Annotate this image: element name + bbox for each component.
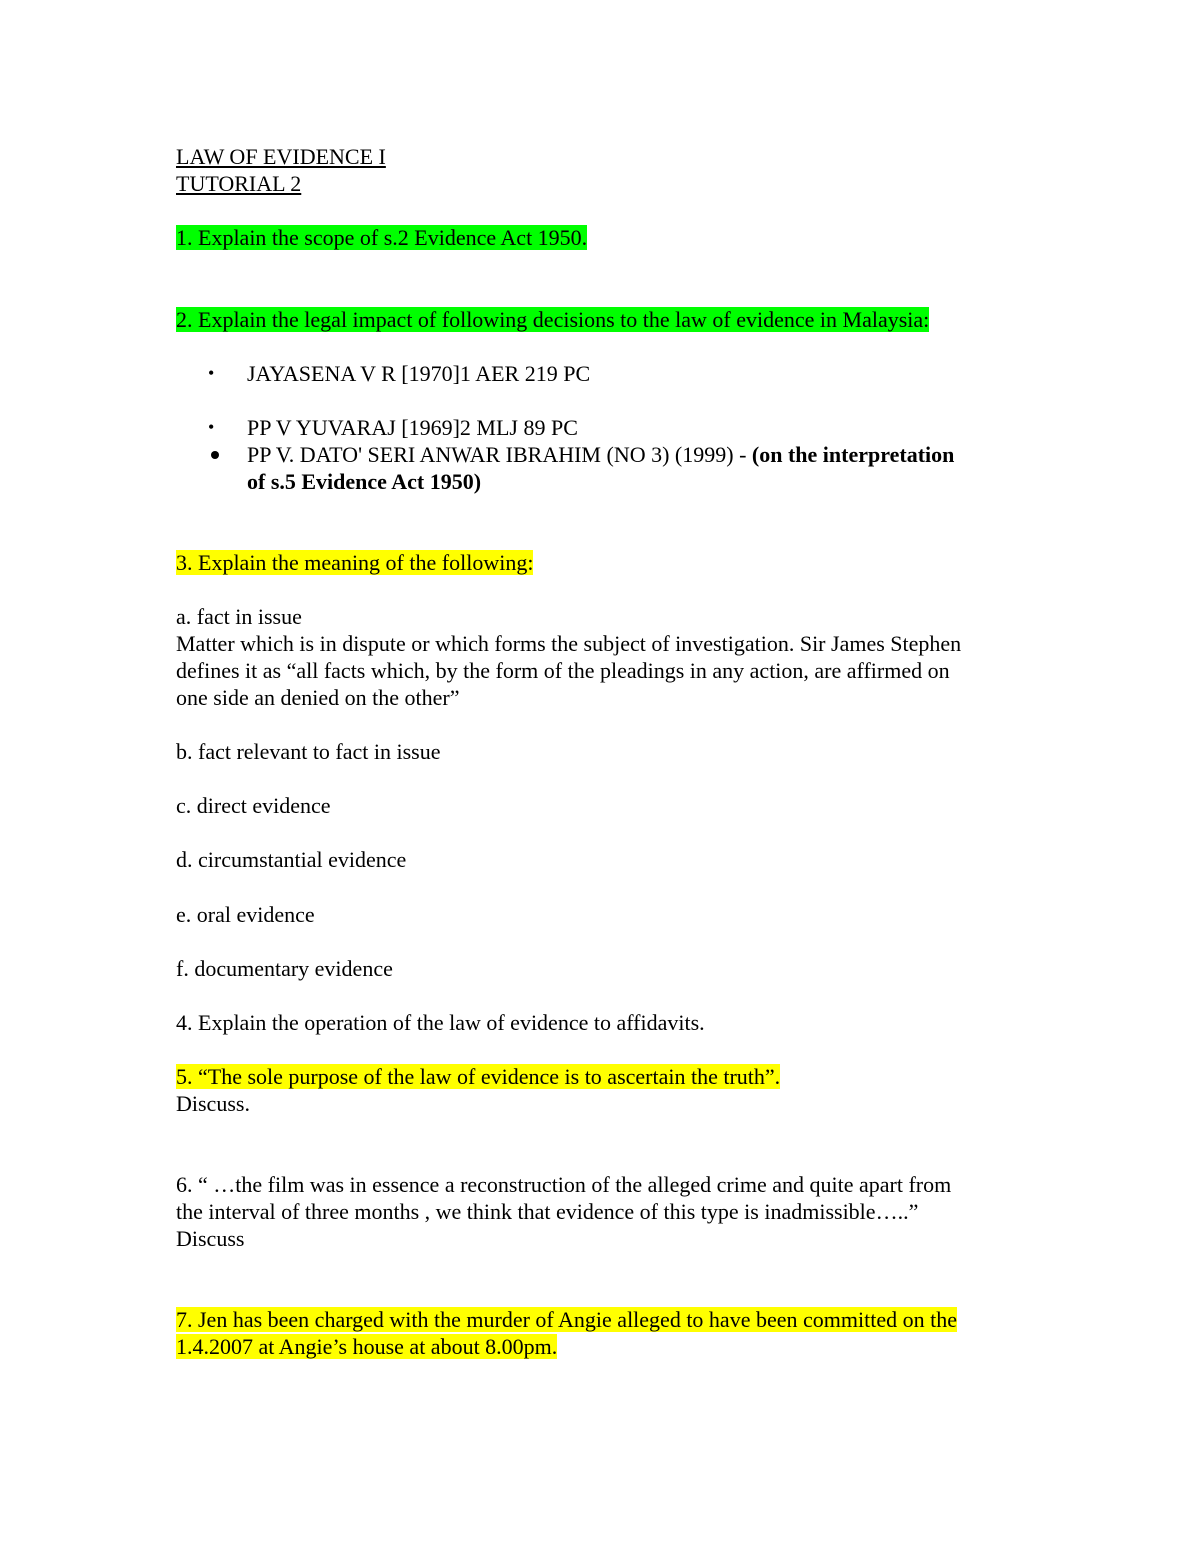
case-item-3-text: PP V. DATO' SERI ANWAR IBRAHIM (NO 3) (1999) - xyxy=(247,442,752,467)
question-6-instruction: Discuss xyxy=(176,1226,245,1251)
question-5-text: 5. “The sole purpose of the law of evidence is to ascertain the truth”. xyxy=(176,1064,781,1089)
term-f-label: f. documentary evidence xyxy=(176,956,393,981)
case-item-3 xyxy=(247,441,954,468)
case-item-3-note: (on the interpretation xyxy=(751,442,955,467)
term-a-definition-line-1: Matter which is in dispute or which forms the subject of investigation. Sir James Stephen xyxy=(176,631,962,656)
term-e-label: e. oral evidence xyxy=(176,902,315,927)
case-item-2: PP V YUVARAJ [1969]2 MLJ 89 PC xyxy=(247,415,578,440)
question-4: 4. Explain the operation of the law of evidence to affidavits. xyxy=(176,1010,705,1035)
question-5-instruction: Discuss. xyxy=(176,1091,250,1116)
question-2-text: 2. Explain the legal impact of following decisions to the law of evidence in Malaysia: xyxy=(176,307,930,332)
question-5 xyxy=(176,1063,780,1090)
question-7-line-2 xyxy=(176,1333,557,1360)
question-7-line-1 xyxy=(176,1306,957,1333)
bullet-icon xyxy=(211,451,219,459)
term-d-label: d. circumstantial evidence xyxy=(176,847,407,872)
term-b-label: b. fact relevant to fact in issue xyxy=(176,739,441,764)
term-a-definition-line-3: one side an denied on the other” xyxy=(176,685,460,710)
document-title: LAW OF EVIDENCE I xyxy=(176,144,386,169)
question-3 xyxy=(176,549,533,576)
question-7-text-2: 1.4.2007 at Angie’s house at about 8.00pm. xyxy=(176,1334,558,1359)
question-1-text: 1. Explain the scope of s.2 Evidence Act 1950. xyxy=(176,225,588,250)
question-6-line-1: 6. “ …the film was in essence a reconstruction of the alleged crime and quite apart from xyxy=(176,1172,952,1197)
case-item-1: JAYASENA V R [1970]1 AER 219 PC xyxy=(247,361,591,386)
question-6-line-2: the interval of three months , we think that evidence of this type is inadmissible…..” xyxy=(176,1199,919,1224)
bullet-icon: • xyxy=(208,363,215,383)
term-a-definition-line-2: defines it as “all facts which, by the form of the pleadings in any action, are affirmed on xyxy=(176,658,950,683)
document-subtitle: TUTORIAL 2 xyxy=(176,171,302,196)
question-1 xyxy=(176,224,587,251)
question-7-text-1: 7. Jen has been charged with the murder of Angie alleged to have been committed on the xyxy=(176,1307,957,1332)
question-2 xyxy=(176,306,929,333)
term-a-label: a. fact in issue xyxy=(176,604,302,629)
case-item-3-note-continued: of s.5 Evidence Act 1950) xyxy=(247,469,482,494)
term-c-label: c. direct evidence xyxy=(176,793,331,818)
question-3-text: 3. Explain the meaning of the following: xyxy=(176,550,534,575)
bullet-icon: • xyxy=(208,417,215,437)
